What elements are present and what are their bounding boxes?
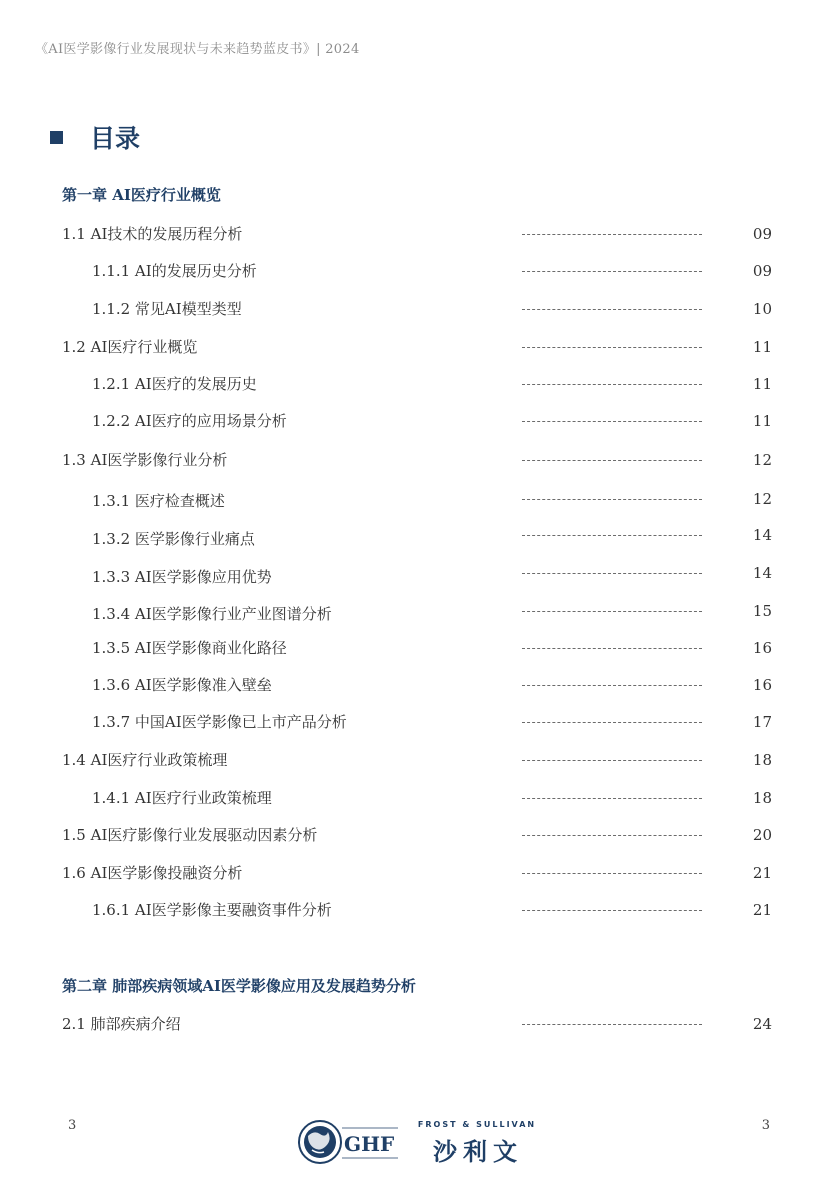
toc-entry-label: 1.3.5 AI医学影像商业化路径 <box>92 639 287 657</box>
toc-entry-label: 1.2.1 AI医疗的发展历史 <box>92 375 257 393</box>
chapter-heading-1[interactable]: 第一章 AI医疗行业概览 <box>62 186 221 204</box>
toc-entry-label: 1.3.7 中国AI医学影像已上市产品分析 <box>92 713 347 731</box>
toc-leader <box>522 448 702 472</box>
toc-entry-page: 15 <box>752 602 772 620</box>
toc-title-block <box>50 120 140 154</box>
toc-entry[interactable] <box>0 448 831 472</box>
toc-leader <box>522 636 702 660</box>
toc-entry-page: 12 <box>752 451 772 469</box>
toc-entry[interactable] <box>0 673 831 697</box>
toc-entry-label: 1.1 AI技术的发展历程分析 <box>62 225 243 243</box>
ghf-logo-text: GHF <box>344 1132 395 1156</box>
toc-leader <box>522 1012 702 1036</box>
toc-leader <box>522 599 702 623</box>
toc-leader <box>522 335 702 359</box>
chapter-heading-2[interactable]: 第二章 肺部疾病领域AI医学影像应用及发展趋势分析 <box>62 977 416 995</box>
toc-entry[interactable] <box>0 861 831 885</box>
toc-entry-label: 1.5 AI医疗影像行业发展驱动因素分析 <box>62 826 318 844</box>
toc-leader <box>522 748 702 772</box>
globe-logo-icon <box>298 1118 406 1166</box>
toc-entry-label: 1.4.1 AI医疗行业政策梳理 <box>92 789 272 807</box>
frost-sullivan-chinese-wordmark: 沙利文 <box>433 1138 523 1166</box>
toc-leader <box>522 786 702 810</box>
toc-entry-page: 10 <box>752 300 772 318</box>
toc-entry[interactable] <box>0 372 831 396</box>
toc-entry[interactable] <box>0 335 831 359</box>
toc-entry-page: 20 <box>752 826 772 844</box>
toc-entry-page: 09 <box>752 225 772 243</box>
toc-leader <box>522 487 702 511</box>
toc-entry[interactable] <box>0 786 831 810</box>
toc-entry-label: 1.3.3 AI医学影像应用优势 <box>92 568 272 586</box>
footer-page-number-right: 3 <box>761 1118 770 1133</box>
toc-title: 目录 <box>90 124 141 153</box>
toc-entry-label: 1.3.1 医疗检查概述 <box>92 492 225 510</box>
toc-entry[interactable] <box>0 748 831 772</box>
toc-entry-page: 18 <box>752 789 772 807</box>
toc-leader <box>522 297 702 321</box>
toc-entry[interactable] <box>0 599 831 623</box>
toc-leader <box>522 861 702 885</box>
toc-entry-label: 1.1.1 AI的发展历史分析 <box>92 262 257 280</box>
toc-entry[interactable] <box>0 297 831 321</box>
toc-entry[interactable] <box>0 710 831 734</box>
toc-entry-label: 1.3.4 AI医学影像行业产业图谱分析 <box>92 605 332 623</box>
toc-entry[interactable] <box>0 409 831 433</box>
toc-entry[interactable] <box>0 823 831 847</box>
toc-entry-page: 11 <box>752 338 772 356</box>
toc-entry-label: 1.3.6 AI医学影像准入壁垒 <box>92 676 272 694</box>
toc-entry[interactable] <box>0 222 831 246</box>
toc-entry-page: 16 <box>752 676 772 694</box>
toc-entry-label: 1.1.2 常见AI模型类型 <box>92 300 242 318</box>
toc-entry-page: 17 <box>752 713 772 731</box>
toc-leader <box>522 523 702 547</box>
title-square-icon <box>50 131 63 144</box>
toc-entry-label: 1.6.1 AI医学影像主要融资事件分析 <box>92 901 332 919</box>
ghf-logo <box>298 1118 406 1166</box>
toc-leader <box>522 710 702 734</box>
toc-entry[interactable] <box>0 487 831 511</box>
toc-entry[interactable] <box>0 259 831 283</box>
footer-page-number-left: 3 <box>68 1118 77 1133</box>
toc-leader <box>522 409 702 433</box>
toc-leader <box>522 259 702 283</box>
toc-entry[interactable] <box>0 1012 831 1036</box>
document-header: 《AI医学影像行业发展现状与未来趋势蓝皮书》| 2024 <box>35 42 360 57</box>
toc-entry-page: 14 <box>752 526 772 544</box>
toc-entry[interactable] <box>0 636 831 660</box>
toc-entry-page: 24 <box>752 1015 772 1033</box>
toc-entry-page: 09 <box>752 262 772 280</box>
toc-entry[interactable] <box>0 523 831 547</box>
toc-entry[interactable] <box>0 898 831 922</box>
toc-entry-label: 1.3 AI医学影像行业分析 <box>62 451 228 469</box>
toc-entry[interactable] <box>0 561 831 585</box>
toc-entry-label: 1.6 AI医学影像投融资分析 <box>62 864 243 882</box>
toc-leader <box>522 222 702 246</box>
toc-entry-label: 1.3.2 医学影像行业痛点 <box>92 530 255 548</box>
toc-entry-page: 16 <box>752 639 772 657</box>
toc-leader <box>522 372 702 396</box>
toc-leader <box>522 561 702 585</box>
toc-leader <box>522 898 702 922</box>
toc-entry-page: 12 <box>752 490 772 508</box>
toc-entry-label: 1.2.2 AI医疗的应用场景分析 <box>92 412 287 430</box>
toc-entry-page: 18 <box>752 751 772 769</box>
frost-sullivan-wordmark: FROST & SULLIVAN <box>417 1120 537 1129</box>
toc-entry-label: 1.2 AI医疗行业概览 <box>62 338 198 356</box>
toc-entry-label: 2.1 肺部疾病介绍 <box>62 1015 181 1033</box>
toc-entry-page: 11 <box>752 412 772 430</box>
toc-entry-page: 21 <box>752 864 772 882</box>
toc-entry-page: 11 <box>752 375 772 393</box>
frost-sullivan-logo <box>414 1120 540 1164</box>
toc-entry-page: 14 <box>752 564 772 582</box>
toc-leader <box>522 673 702 697</box>
toc-entry-label: 1.4 AI医疗行业政策梳理 <box>62 751 228 769</box>
toc-leader <box>522 823 702 847</box>
toc-entry-page: 21 <box>752 901 772 919</box>
